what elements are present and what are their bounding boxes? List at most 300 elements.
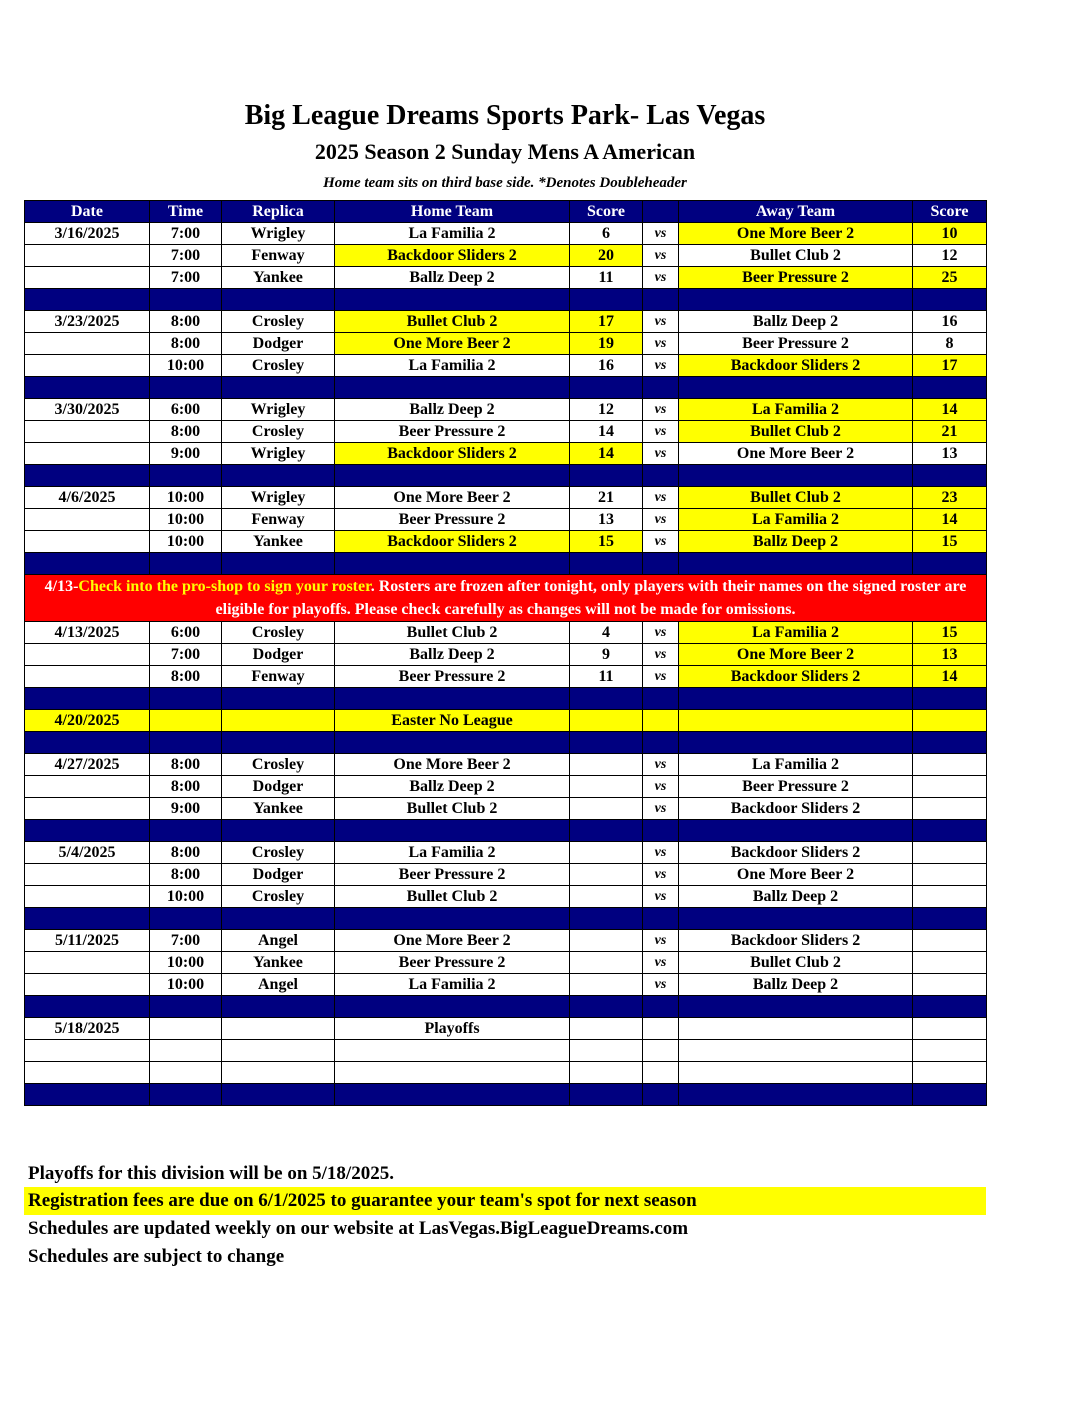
vs-cell: vs bbox=[643, 886, 679, 908]
time-cell: 8:00 bbox=[150, 666, 222, 688]
week-separator-row bbox=[25, 908, 987, 930]
week-separator-row bbox=[25, 553, 987, 575]
home-team-cell: Beer Pressure 2 bbox=[335, 952, 570, 974]
home-score-cell bbox=[570, 930, 643, 952]
time-cell: 8:00 bbox=[150, 842, 222, 864]
home-score-cell: 6 bbox=[570, 223, 643, 245]
date-cell bbox=[25, 776, 150, 798]
column-header: Time bbox=[150, 201, 222, 223]
time-cell: 8:00 bbox=[150, 421, 222, 443]
separator-cell bbox=[643, 820, 679, 842]
home-team-cell: La Familia 2 bbox=[335, 842, 570, 864]
home-score-cell: 13 bbox=[570, 509, 643, 531]
empty-cell bbox=[25, 1062, 150, 1084]
separator-cell bbox=[335, 908, 570, 930]
game-row bbox=[25, 421, 987, 443]
date-cell bbox=[25, 333, 150, 355]
separator-cell bbox=[913, 553, 987, 575]
vs-cell: vs bbox=[643, 267, 679, 289]
vs-cell: vs bbox=[643, 666, 679, 688]
date-cell bbox=[25, 798, 150, 820]
away-team-cell: La Familia 2 bbox=[679, 399, 913, 421]
away-score-cell: 8 bbox=[913, 333, 987, 355]
home-team-cell: Beer Pressure 2 bbox=[335, 421, 570, 443]
week-separator-row bbox=[25, 1084, 987, 1106]
date-cell bbox=[25, 421, 150, 443]
vs-cell: vs bbox=[643, 754, 679, 776]
empty-cell bbox=[643, 1040, 679, 1062]
away-score-cell: 15 bbox=[913, 531, 987, 553]
away-score-cell: 14 bbox=[913, 509, 987, 531]
separator-cell bbox=[335, 996, 570, 1018]
vs-cell: vs bbox=[643, 531, 679, 553]
vs-cell: vs bbox=[643, 333, 679, 355]
separator-cell bbox=[222, 465, 335, 487]
vs-cell: vs bbox=[643, 974, 679, 996]
vs-cell: vs bbox=[643, 443, 679, 465]
away-team-cell: One More Beer 2 bbox=[679, 443, 913, 465]
home-score-cell: 14 bbox=[570, 443, 643, 465]
away-team-cell: One More Beer 2 bbox=[679, 864, 913, 886]
week-separator-row bbox=[25, 732, 987, 754]
separator-cell bbox=[335, 377, 570, 399]
empty-cell bbox=[913, 1062, 987, 1084]
home-score-cell: 17 bbox=[570, 311, 643, 333]
away-score-cell bbox=[913, 798, 987, 820]
separator-cell bbox=[150, 820, 222, 842]
week-separator-row bbox=[25, 465, 987, 487]
empty-cell bbox=[913, 1018, 987, 1040]
separator-cell bbox=[570, 908, 643, 930]
separator-cell bbox=[150, 908, 222, 930]
separator-cell bbox=[913, 908, 987, 930]
separator-cell bbox=[335, 688, 570, 710]
separator-cell bbox=[222, 377, 335, 399]
away-score-cell: 25 bbox=[913, 267, 987, 289]
field-cell: Yankee bbox=[222, 531, 335, 553]
away-team-cell: Bullet Club 2 bbox=[679, 421, 913, 443]
separator-cell bbox=[570, 1084, 643, 1106]
empty-cell bbox=[679, 1018, 913, 1040]
away-score-cell: 12 bbox=[913, 245, 987, 267]
separator-cell bbox=[570, 996, 643, 1018]
game-row bbox=[25, 974, 987, 996]
home-team-cell: One More Beer 2 bbox=[335, 754, 570, 776]
game-row bbox=[25, 223, 987, 245]
field-cell: Crosley bbox=[222, 421, 335, 443]
time-cell: 7:00 bbox=[150, 644, 222, 666]
separator-cell bbox=[679, 996, 913, 1018]
separator-cell bbox=[335, 289, 570, 311]
date-cell: 3/23/2025 bbox=[25, 311, 150, 333]
separator-cell bbox=[913, 377, 987, 399]
time-cell: 9:00 bbox=[150, 443, 222, 465]
separator-cell bbox=[570, 553, 643, 575]
separator-cell bbox=[643, 732, 679, 754]
field-cell: Angel bbox=[222, 930, 335, 952]
vs-cell: vs bbox=[643, 952, 679, 974]
vs-cell: vs bbox=[643, 245, 679, 267]
separator-cell bbox=[335, 820, 570, 842]
separator-cell bbox=[913, 1084, 987, 1106]
empty-cell bbox=[679, 1062, 913, 1084]
empty-cell bbox=[25, 1040, 150, 1062]
blank-row bbox=[25, 1062, 987, 1084]
vs-cell: vs bbox=[643, 776, 679, 798]
home-score-cell: 14 bbox=[570, 421, 643, 443]
game-row bbox=[25, 864, 987, 886]
separator-cell bbox=[679, 377, 913, 399]
date-cell bbox=[25, 886, 150, 908]
table-header-row bbox=[25, 201, 987, 223]
home-team-cell: La Familia 2 bbox=[335, 355, 570, 377]
separator-cell bbox=[679, 908, 913, 930]
home-score-cell bbox=[570, 798, 643, 820]
vs-cell: vs bbox=[643, 930, 679, 952]
separator-cell bbox=[570, 377, 643, 399]
date-cell bbox=[25, 644, 150, 666]
vs-cell: vs bbox=[643, 644, 679, 666]
home-team-cell: Bullet Club 2 bbox=[335, 311, 570, 333]
date-cell bbox=[25, 509, 150, 531]
separator-cell bbox=[335, 732, 570, 754]
separator-cell bbox=[335, 1084, 570, 1106]
vs-cell: vs bbox=[643, 399, 679, 421]
column-header: Replica bbox=[222, 201, 335, 223]
date-cell: 5/4/2025 bbox=[25, 842, 150, 864]
empty-cell bbox=[150, 710, 222, 732]
home-team-cell: Ballz Deep 2 bbox=[335, 267, 570, 289]
home-team-cell: One More Beer 2 bbox=[335, 333, 570, 355]
field-cell: Crosley bbox=[222, 355, 335, 377]
separator-cell bbox=[570, 289, 643, 311]
home-team-cell: Ballz Deep 2 bbox=[335, 776, 570, 798]
away-score-cell bbox=[913, 776, 987, 798]
away-team-cell: Beer Pressure 2 bbox=[679, 333, 913, 355]
empty-cell bbox=[150, 1018, 222, 1040]
home-team-cell: La Familia 2 bbox=[335, 974, 570, 996]
date-cell: 4/6/2025 bbox=[25, 487, 150, 509]
game-row bbox=[25, 531, 987, 553]
field-cell: Crosley bbox=[222, 886, 335, 908]
game-row bbox=[25, 487, 987, 509]
away-team-cell: Bullet Club 2 bbox=[679, 487, 913, 509]
page-note: Home team sits on third base side. *Denotes Doubleheader bbox=[323, 175, 687, 191]
time-cell: 8:00 bbox=[150, 864, 222, 886]
game-row bbox=[25, 267, 987, 289]
separator-cell bbox=[643, 553, 679, 575]
away-team-cell: Backdoor Sliders 2 bbox=[679, 930, 913, 952]
separator-cell bbox=[25, 1084, 150, 1106]
week-separator-row bbox=[25, 688, 987, 710]
away-team-cell: La Familia 2 bbox=[679, 754, 913, 776]
field-cell: Fenway bbox=[222, 666, 335, 688]
schedule-body bbox=[25, 223, 987, 1106]
time-cell: 7:00 bbox=[150, 223, 222, 245]
home-score-cell: 15 bbox=[570, 531, 643, 553]
away-score-cell: 10 bbox=[913, 223, 987, 245]
away-team-cell: One More Beer 2 bbox=[679, 223, 913, 245]
away-team-cell: Ballz Deep 2 bbox=[679, 531, 913, 553]
game-row bbox=[25, 443, 987, 465]
separator-cell bbox=[570, 732, 643, 754]
empty-cell bbox=[222, 1018, 335, 1040]
separator-cell bbox=[643, 1084, 679, 1106]
separator-cell bbox=[150, 996, 222, 1018]
separator-cell bbox=[570, 688, 643, 710]
date-cell bbox=[25, 666, 150, 688]
separator-cell bbox=[25, 688, 150, 710]
separator-cell bbox=[25, 996, 150, 1018]
away-team-cell: Bullet Club 2 bbox=[679, 952, 913, 974]
separator-cell bbox=[222, 996, 335, 1018]
game-row bbox=[25, 644, 987, 666]
away-score-cell: 17 bbox=[913, 355, 987, 377]
game-row bbox=[25, 622, 987, 644]
home-score-cell: 11 bbox=[570, 666, 643, 688]
field-cell: Yankee bbox=[222, 267, 335, 289]
away-score-cell: 14 bbox=[913, 666, 987, 688]
home-team-cell: Bullet Club 2 bbox=[335, 622, 570, 644]
separator-cell bbox=[643, 996, 679, 1018]
away-team-cell: Bullet Club 2 bbox=[679, 245, 913, 267]
empty-cell bbox=[643, 1018, 679, 1040]
column-header: Date bbox=[25, 201, 150, 223]
separator-cell bbox=[25, 820, 150, 842]
time-cell: 6:00 bbox=[150, 622, 222, 644]
empty-cell bbox=[570, 1062, 643, 1084]
holiday-label: Easter No League bbox=[335, 710, 570, 732]
home-score-cell bbox=[570, 754, 643, 776]
time-cell: 8:00 bbox=[150, 311, 222, 333]
away-team-cell: Backdoor Sliders 2 bbox=[679, 355, 913, 377]
home-team-cell: Bullet Club 2 bbox=[335, 798, 570, 820]
vs-cell: vs bbox=[643, 509, 679, 531]
playoffs-label: Playoffs bbox=[335, 1018, 570, 1040]
date-cell bbox=[25, 952, 150, 974]
away-team-cell: One More Beer 2 bbox=[679, 644, 913, 666]
empty-cell bbox=[643, 710, 679, 732]
separator-cell bbox=[150, 377, 222, 399]
separator-cell bbox=[643, 908, 679, 930]
empty-cell bbox=[679, 1040, 913, 1062]
vs-cell: vs bbox=[643, 487, 679, 509]
game-row bbox=[25, 355, 987, 377]
home-score-cell bbox=[570, 886, 643, 908]
field-cell: Crosley bbox=[222, 842, 335, 864]
game-row bbox=[25, 952, 987, 974]
away-score-cell: 15 bbox=[913, 622, 987, 644]
separator-cell bbox=[679, 820, 913, 842]
date-cell bbox=[25, 974, 150, 996]
separator-cell bbox=[222, 688, 335, 710]
separator-cell bbox=[643, 377, 679, 399]
footer-change-note: Schedules are subject to change bbox=[28, 1246, 285, 1267]
separator-cell bbox=[222, 820, 335, 842]
column-header bbox=[643, 201, 679, 223]
week-separator-row bbox=[25, 377, 987, 399]
playoffs-row bbox=[25, 1018, 987, 1040]
empty-cell bbox=[222, 1040, 335, 1062]
week-separator-row bbox=[25, 289, 987, 311]
home-team-cell: One More Beer 2 bbox=[335, 930, 570, 952]
separator-cell bbox=[679, 688, 913, 710]
separator-cell bbox=[643, 688, 679, 710]
separator-cell bbox=[913, 820, 987, 842]
away-team-cell: Ballz Deep 2 bbox=[679, 974, 913, 996]
separator-cell bbox=[222, 1084, 335, 1106]
time-cell: 7:00 bbox=[150, 267, 222, 289]
time-cell: 9:00 bbox=[150, 798, 222, 820]
game-row bbox=[25, 509, 987, 531]
separator-cell bbox=[25, 908, 150, 930]
away-team-cell: Backdoor Sliders 2 bbox=[679, 666, 913, 688]
time-cell: 10:00 bbox=[150, 952, 222, 974]
game-row bbox=[25, 333, 987, 355]
roster-notice bbox=[25, 575, 987, 622]
separator-cell bbox=[913, 688, 987, 710]
separator-cell bbox=[335, 553, 570, 575]
empty-cell bbox=[150, 1062, 222, 1084]
footer-registration-note: Registration fees are due on 6/1/2025 to guarantee your team's spot for next season bbox=[24, 1187, 986, 1215]
away-team-cell: Backdoor Sliders 2 bbox=[679, 842, 913, 864]
date-cell bbox=[25, 443, 150, 465]
away-score-cell: 13 bbox=[913, 644, 987, 666]
home-score-cell: 9 bbox=[570, 644, 643, 666]
away-score-cell bbox=[913, 864, 987, 886]
column-header: Home Team bbox=[335, 201, 570, 223]
separator-cell bbox=[222, 908, 335, 930]
date-cell: 3/16/2025 bbox=[25, 223, 150, 245]
field-cell: Dodger bbox=[222, 864, 335, 886]
vs-cell: vs bbox=[643, 864, 679, 886]
away-team-cell: Ballz Deep 2 bbox=[679, 886, 913, 908]
vs-cell: vs bbox=[643, 842, 679, 864]
field-cell: Dodger bbox=[222, 776, 335, 798]
schedule-table bbox=[24, 200, 987, 1106]
home-score-cell: 4 bbox=[570, 622, 643, 644]
vs-cell: vs bbox=[643, 798, 679, 820]
game-row bbox=[25, 666, 987, 688]
notice-body: . Rosters are frozen after tonight, only players with their names on the signed roster are eligible for playoffs. Please check carefully as changes will not be made for omissions. bbox=[215, 578, 967, 618]
away-score-cell bbox=[913, 930, 987, 952]
week-separator-row bbox=[25, 996, 987, 1018]
separator-cell bbox=[25, 465, 150, 487]
separator-cell bbox=[150, 553, 222, 575]
field-cell: Fenway bbox=[222, 509, 335, 531]
home-team-cell: Ballz Deep 2 bbox=[335, 399, 570, 421]
vs-cell: vs bbox=[643, 622, 679, 644]
footer-playoffs-note: Playoffs for this division will be on 5/18/2025. bbox=[28, 1163, 394, 1184]
field-cell: Crosley bbox=[222, 754, 335, 776]
column-header: Away Team bbox=[679, 201, 913, 223]
date-cell bbox=[25, 355, 150, 377]
separator-cell bbox=[25, 289, 150, 311]
separator-cell bbox=[570, 820, 643, 842]
date-cell: 4/27/2025 bbox=[25, 754, 150, 776]
date-cell: 4/20/2025 bbox=[25, 710, 150, 732]
home-score-cell bbox=[570, 842, 643, 864]
separator-cell bbox=[25, 732, 150, 754]
time-cell: 7:00 bbox=[150, 245, 222, 267]
home-score-cell: 12 bbox=[570, 399, 643, 421]
away-score-cell: 23 bbox=[913, 487, 987, 509]
home-score-cell bbox=[570, 974, 643, 996]
home-score-cell: 20 bbox=[570, 245, 643, 267]
time-cell: 8:00 bbox=[150, 776, 222, 798]
field-cell: Dodger bbox=[222, 644, 335, 666]
separator-cell bbox=[679, 289, 913, 311]
away-score-cell bbox=[913, 842, 987, 864]
date-cell: 5/11/2025 bbox=[25, 930, 150, 952]
home-team-cell: One More Beer 2 bbox=[335, 487, 570, 509]
notice-highlight: Check into the pro-shop to sign your roster bbox=[78, 578, 371, 595]
empty-cell bbox=[570, 1040, 643, 1062]
date-cell: 4/13/2025 bbox=[25, 622, 150, 644]
game-row bbox=[25, 399, 987, 421]
empty-cell bbox=[150, 1040, 222, 1062]
time-cell: 10:00 bbox=[150, 886, 222, 908]
game-row bbox=[25, 798, 987, 820]
home-team-cell: Beer Pressure 2 bbox=[335, 509, 570, 531]
home-score-cell bbox=[570, 776, 643, 798]
time-cell: 10:00 bbox=[150, 509, 222, 531]
separator-cell bbox=[25, 553, 150, 575]
game-row bbox=[25, 930, 987, 952]
time-cell: 6:00 bbox=[150, 399, 222, 421]
home-team-cell: Backdoor Sliders 2 bbox=[335, 245, 570, 267]
separator-cell bbox=[25, 377, 150, 399]
away-score-cell bbox=[913, 974, 987, 996]
field-cell: Wrigley bbox=[222, 443, 335, 465]
game-row bbox=[25, 311, 987, 333]
home-team-cell: Beer Pressure 2 bbox=[335, 864, 570, 886]
field-cell: Crosley bbox=[222, 311, 335, 333]
empty-cell bbox=[222, 710, 335, 732]
separator-cell bbox=[222, 553, 335, 575]
home-team-cell: Ballz Deep 2 bbox=[335, 644, 570, 666]
empty-cell bbox=[222, 1062, 335, 1084]
time-cell: 10:00 bbox=[150, 355, 222, 377]
date-cell: 3/30/2025 bbox=[25, 399, 150, 421]
date-cell bbox=[25, 864, 150, 886]
vs-cell: vs bbox=[643, 311, 679, 333]
vs-cell: vs bbox=[643, 355, 679, 377]
away-team-cell: Beer Pressure 2 bbox=[679, 267, 913, 289]
blank-row bbox=[25, 1040, 987, 1062]
separator-cell bbox=[913, 289, 987, 311]
home-score-cell bbox=[570, 952, 643, 974]
time-cell: 8:00 bbox=[150, 754, 222, 776]
away-score-cell bbox=[913, 886, 987, 908]
field-cell: Yankee bbox=[222, 952, 335, 974]
date-cell: 5/18/2025 bbox=[25, 1018, 150, 1040]
home-score-cell bbox=[570, 864, 643, 886]
time-cell: 8:00 bbox=[150, 333, 222, 355]
separator-cell bbox=[150, 1084, 222, 1106]
field-cell: Fenway bbox=[222, 245, 335, 267]
field-cell: Dodger bbox=[222, 333, 335, 355]
date-cell bbox=[25, 267, 150, 289]
separator-cell bbox=[643, 465, 679, 487]
page-title: Big League Dreams Sports Park- Las Vegas bbox=[244, 100, 766, 131]
vs-cell: vs bbox=[643, 223, 679, 245]
time-cell: 10:00 bbox=[150, 531, 222, 553]
home-team-cell: Beer Pressure 2 bbox=[335, 666, 570, 688]
footer-website-note: Schedules are updated weekly on our website at LasVegas.BigLeagueDreams.com bbox=[28, 1218, 689, 1239]
separator-cell bbox=[150, 732, 222, 754]
away-team-cell: La Familia 2 bbox=[679, 509, 913, 531]
